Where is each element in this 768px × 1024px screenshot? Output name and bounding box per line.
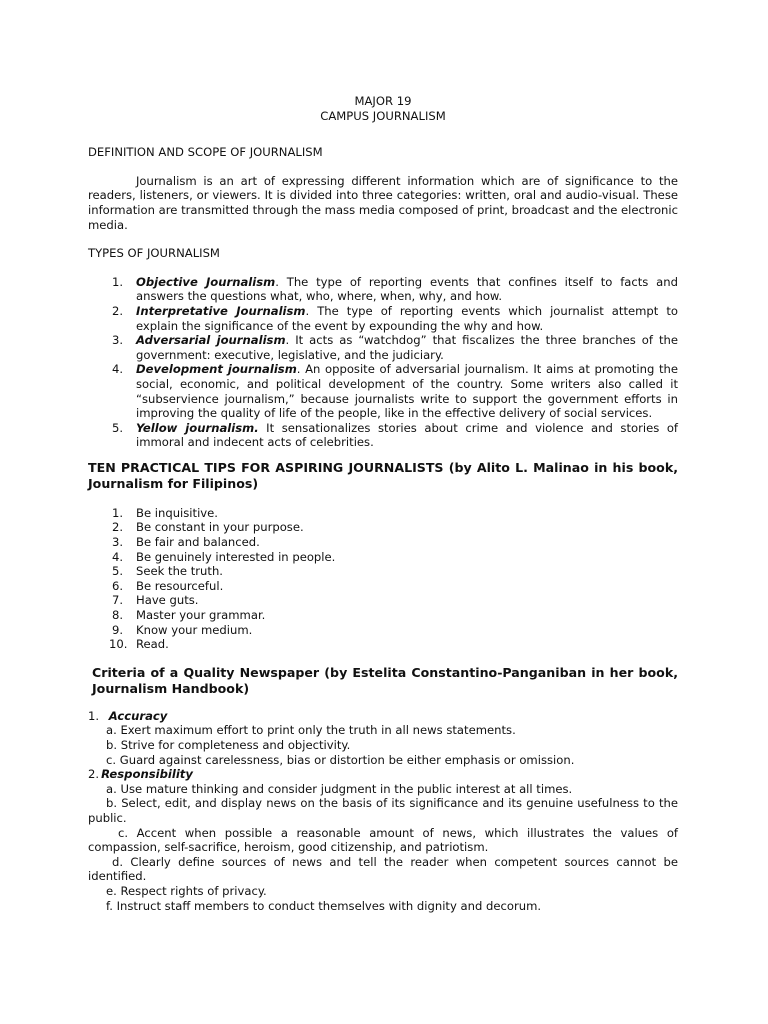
item-text: It acts as “watchdog” that fiscalizes the three branches of the government: executive, legislative, and the judiciary.: [136, 333, 678, 362]
item-number: 9.: [112, 622, 124, 637]
item-number: 1.: [112, 274, 124, 289]
item-number: 8.: [112, 608, 124, 623]
criteria-item: f. Instruct staff members to conduct themselves with dignity and decorum.: [106, 898, 542, 913]
item-term: Adversarial journalism: [136, 333, 286, 348]
item-term: Development journalism: [136, 362, 297, 377]
item-text: It sensationalizes stories about crime and violence and stories of immoral and indecent acts of celebrities.: [136, 420, 678, 450]
item-number: 7.: [112, 593, 124, 608]
item-text: Have guts.: [136, 593, 199, 608]
document-title: CAMPUS JOURNALISM: [320, 108, 446, 123]
item-text: The type of reporting events that confines itself to facts and answers the questions what, who, where, when, why, and how.: [136, 274, 678, 304]
criteria-item: a. Exert maximum effort to print only the truth in all news statements.: [106, 723, 516, 738]
course-code: MAJOR 19: [354, 94, 412, 108]
list-item: [88, 520, 678, 535]
criteria-item: e. Respect rights of privacy.: [106, 883, 267, 898]
list-item: [88, 623, 678, 638]
list-item: [88, 637, 678, 652]
item-text: The type of reporting events which journalist attempt to explain the significance of the event by expounding the why and how.: [136, 303, 678, 333]
tips-list: [88, 506, 678, 652]
criteria-item: b. Select, edit, and display news on the basis of its significance and its genuine usefulness to the public.: [88, 796, 678, 825]
item-number: 4.: [112, 549, 124, 564]
criteria-item: c. Guard against carelessness, bias or distortion be either emphasis or omission.: [106, 752, 575, 767]
criteria-number: 2.: [88, 767, 100, 782]
criteria-number: 1.: [88, 708, 100, 723]
item-number: 2.: [112, 303, 124, 318]
section-heading-types: TYPES OF JOURNALISM: [88, 246, 220, 261]
list-item: [88, 579, 678, 594]
item-term: Yellow journalism.: [136, 420, 259, 435]
item-text: Read.: [136, 637, 169, 652]
item-number: 4.: [112, 362, 124, 377]
list-item: [88, 608, 678, 623]
item-number: 5.: [112, 420, 124, 435]
criteria-label: Responsibility: [101, 767, 193, 782]
definition-paragraph: Journalism is an art of expressing different information which are of significance to the readers, listeners, or viewers. It is divided into three categories: written, oral and audio-visual. These information are transmitted through the mass media composed of print, broadcast and the electronic media.: [88, 173, 678, 232]
list-item: [88, 275, 678, 304]
criteria-item: b. Strive for completeness and objectivity.: [106, 738, 351, 752]
item-text: An opposite of adversarial journalism. It aims at promoting the social, economic, and political development of the country. Some writers also called it “subservience journalism,” because journalists write to support the government efforts in improving the quality of life of the people, like in the effective delivery of social services.: [136, 362, 678, 421]
item-text: Be genuinely interested in people.: [136, 549, 336, 564]
item-text: Master your grammar.: [136, 608, 266, 623]
item-number: 1.: [112, 505, 124, 520]
criteria-label: Accuracy: [108, 708, 168, 723]
item-text: Seek the truth.: [136, 564, 223, 579]
criteria-item: c. Accent when possible a reasonable amount of news, which illustrates the values of compassion, self-sacrifice, heroism, good citizenship, and patriotism.: [88, 825, 678, 855]
criteria-item: a. Use mature thinking and consider judgment in the public interest at all times.: [106, 781, 573, 796]
item-number: 5.: [112, 564, 124, 579]
document-body: [88, 94, 678, 913]
list-item: [88, 564, 678, 579]
item-separator: .: [296, 362, 301, 377]
item-text: Know your medium.: [136, 622, 253, 637]
section-heading-tips: TEN PRACTICAL TIPS FOR ASPIRING JOURNALISTS (by Alito L. Malinao in his book, Journalism for Filipinos): [88, 459, 678, 491]
list-item: [88, 506, 678, 521]
list-item: [88, 535, 678, 550]
criteria-accuracy: [88, 709, 678, 767]
section-heading-criteria: Criteria of a Quality Newspaper (by Estelita Constantino-Panganiban in her book, Journalism Handbook): [92, 664, 678, 696]
item-text: Be resourceful.: [136, 578, 224, 593]
item-separator: .: [285, 333, 290, 348]
item-term: Objective Journalism: [136, 274, 276, 289]
list-item: [88, 421, 678, 450]
criteria-responsibility: [88, 767, 678, 913]
types-list: [88, 275, 678, 450]
item-number: 3.: [112, 333, 124, 348]
list-item: [88, 593, 678, 608]
list-item: [88, 550, 678, 565]
item-text: Be constant in your purpose.: [136, 520, 304, 535]
item-separator: .: [275, 274, 279, 289]
item-term: Interpretative Journalism: [136, 303, 306, 318]
item-number: 3.: [112, 535, 124, 550]
list-item: [88, 362, 678, 420]
list-item: [88, 304, 678, 333]
item-text: Be fair and balanced.: [136, 535, 260, 550]
section-heading-definition: DEFINITION AND SCOPE OF JOURNALISM: [88, 145, 323, 160]
item-number: 6.: [112, 578, 124, 593]
item-number: 10.: [109, 637, 128, 652]
list-item: [88, 333, 678, 362]
item-number: 2.: [112, 520, 124, 535]
criteria-item: d. Clearly define sources of news and tell the reader when competent sources cannot be identified.: [88, 854, 678, 884]
item-separator: .: [305, 303, 310, 318]
item-text: Be inquisitive.: [136, 505, 218, 520]
